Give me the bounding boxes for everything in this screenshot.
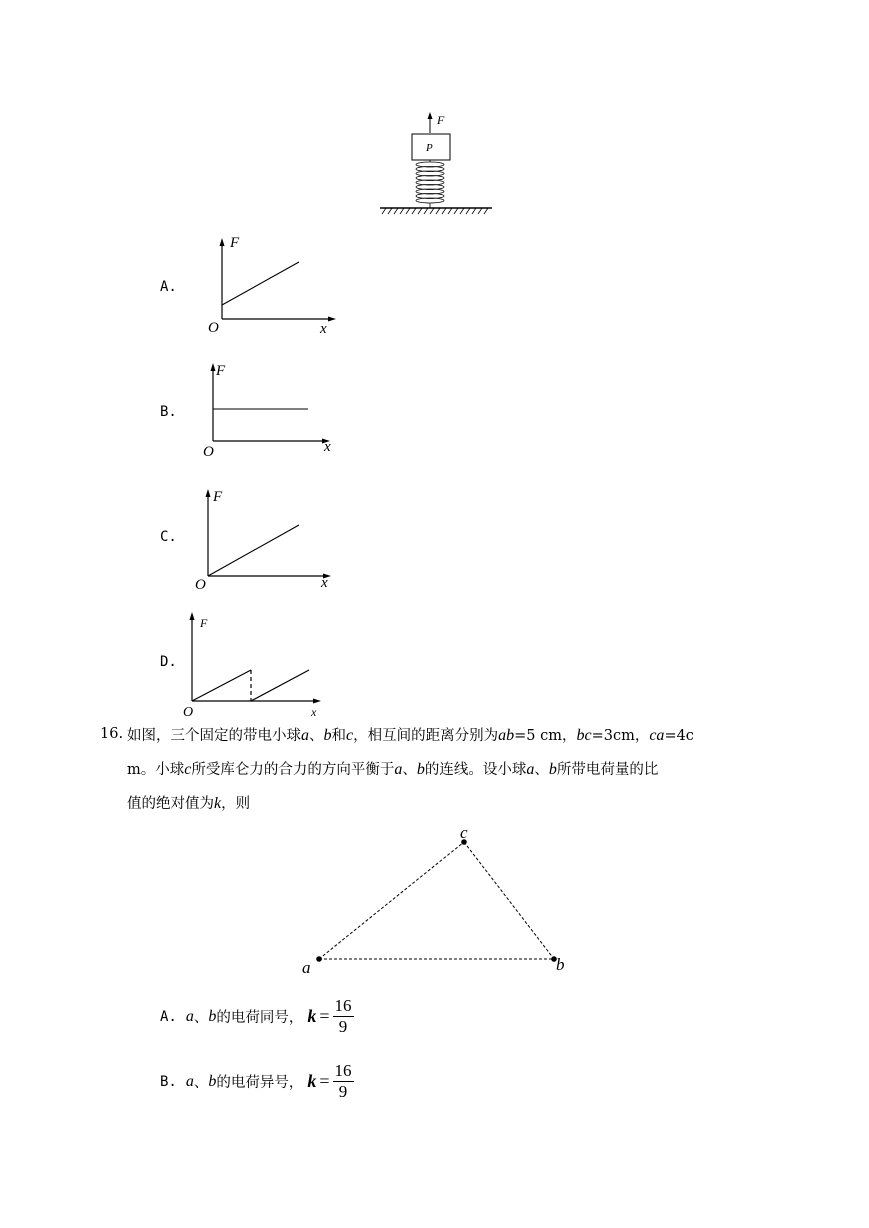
answer-b-formula (307, 1061, 353, 1102)
label-c: c (460, 823, 468, 842)
label-a: a (302, 958, 311, 977)
answer-a-var-a: a (185, 1007, 194, 1025)
answer-a-text: 的电荷同号， (216, 1010, 304, 1026)
answer-a-formula (307, 996, 353, 1037)
option-c-graph (190, 483, 345, 591)
fraction (333, 1061, 354, 1102)
graph-c-line (208, 525, 299, 576)
answer-b-sep: 、 (193, 1075, 209, 1091)
side-ca (319, 842, 464, 959)
label-b: b (556, 955, 565, 974)
fraction-numerator: 16 (334, 996, 352, 1015)
graph-b-y-label: F (216, 363, 226, 379)
fraction-denominator: 9 (338, 1082, 348, 1101)
option-c-letter: C. (160, 529, 177, 545)
answer-b-letter: B. (160, 1073, 177, 1090)
spring-block-figure (370, 108, 500, 218)
question-line-3: 值的绝对值为k，则 (127, 795, 251, 812)
answer-b (160, 1061, 354, 1102)
graph-a-line (222, 262, 299, 305)
question-number: 16. (100, 726, 124, 742)
question-line-2: m。小球c所受库仑力的合力的方向平衡于a、b的连线。设小球a、b所带电荷量的比 (127, 761, 659, 778)
ball-a (316, 956, 322, 962)
graph-d-origin-label: O (183, 705, 194, 716)
ground-hatch (382, 208, 488, 214)
graph-d-ramp-1 (192, 670, 251, 701)
answer-a (160, 996, 354, 1037)
equals-sign: = (319, 1071, 330, 1091)
fraction (333, 996, 354, 1037)
force-arrowhead (428, 112, 433, 119)
option-b-letter: B. (160, 404, 177, 420)
option-d-letter: D. (160, 654, 177, 670)
answer-b-text: 的电荷异号， (216, 1075, 304, 1091)
graph-c-x-label: x (321, 575, 328, 591)
equals-sign: = (319, 1006, 330, 1026)
question-line-1: 如图，三个固定的带电小球a、b和c，相互间的距离分别为ab=5 cm，bc=3cm，ca=4c (127, 727, 694, 744)
graph-c-origin-label: O (195, 577, 206, 591)
graph-a-x-label: x (320, 321, 327, 337)
option-a-letter: A. (160, 279, 177, 295)
graph-d-x-label: x (311, 705, 317, 716)
answer-a-letter: A. (160, 1008, 177, 1025)
graph-b-x-label: x (324, 439, 331, 455)
side-cb (464, 842, 554, 959)
triangle-figure (295, 822, 585, 982)
option-d-graph (178, 606, 338, 716)
graph-b-origin-label: O (203, 444, 214, 460)
k-symbol: k (307, 1006, 317, 1026)
answer-a-var-b: b (208, 1007, 217, 1025)
spring-coil (416, 160, 444, 208)
block-label: P (426, 142, 433, 154)
fraction-numerator: 16 (334, 1061, 352, 1080)
graph-c-y-label: F (213, 489, 223, 505)
option-a-graph (195, 233, 345, 338)
graph-d-y-label: F (200, 616, 208, 630)
k-symbol: k (307, 1071, 317, 1091)
graph-a-y-label: F (230, 235, 240, 251)
fraction-denominator: 9 (338, 1017, 348, 1036)
answer-a-sep: 、 (193, 1010, 209, 1026)
graph-a-origin-label: O (208, 320, 219, 336)
force-label: F (437, 113, 445, 127)
answer-b-var-a: a (185, 1072, 194, 1090)
answer-b-var-b: b (208, 1072, 217, 1090)
option-b-graph (195, 359, 345, 464)
question-16-text (127, 719, 767, 821)
graph-d-ramp-2 (251, 670, 309, 701)
